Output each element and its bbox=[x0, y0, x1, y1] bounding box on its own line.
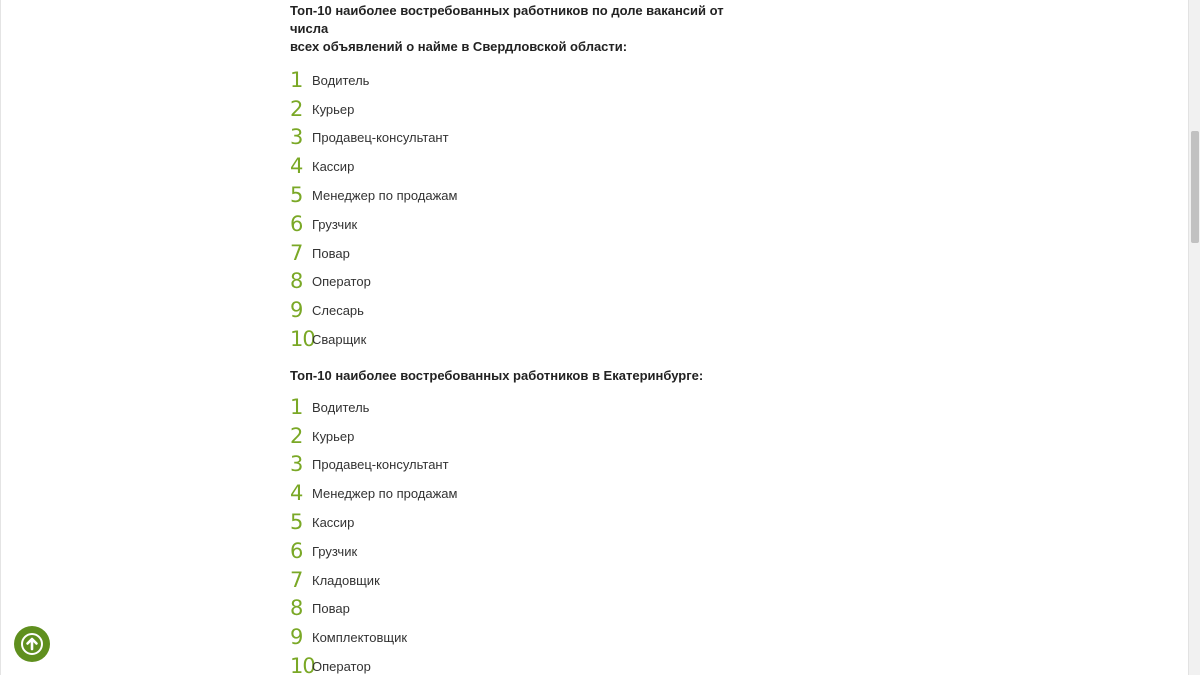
item-number: 8 bbox=[290, 596, 304, 621]
article-content bbox=[290, 0, 730, 675]
item-label: Кассир bbox=[312, 159, 355, 175]
vertical-scrollbar[interactable] bbox=[1188, 0, 1200, 675]
item-number: 10 bbox=[290, 327, 315, 352]
city-list-item bbox=[290, 393, 730, 422]
item-label: Слесарь bbox=[312, 303, 364, 319]
item-number: 3 bbox=[290, 452, 304, 477]
item-number: 6 bbox=[290, 538, 304, 563]
item-number: 1 bbox=[290, 67, 304, 92]
section-1-heading bbox=[290, 0, 730, 56]
region-list-item bbox=[290, 124, 730, 153]
item-number: 3 bbox=[290, 125, 304, 150]
item-label: Продавец-консультант bbox=[312, 130, 449, 146]
section-1-heading-line-2: всех объявлений о найме в Свердловской области: bbox=[290, 39, 628, 54]
region-list-item bbox=[290, 210, 730, 239]
city-list-item bbox=[290, 537, 730, 566]
scroll-to-top-button[interactable] bbox=[14, 626, 50, 662]
region-list-item bbox=[290, 95, 730, 124]
item-number: 10 bbox=[290, 654, 315, 675]
item-number: 9 bbox=[290, 625, 304, 650]
item-label: Менеджер по продажам bbox=[312, 486, 458, 502]
item-label: Курьер bbox=[312, 101, 355, 117]
item-label: Повар bbox=[312, 601, 350, 617]
item-label: Повар bbox=[312, 245, 350, 261]
item-label: Оператор bbox=[312, 274, 371, 290]
city-top-10-list bbox=[290, 393, 730, 675]
city-list-item bbox=[290, 422, 730, 451]
item-number: 6 bbox=[290, 211, 304, 236]
city-list-item bbox=[290, 595, 730, 624]
item-number: 5 bbox=[290, 183, 304, 208]
city-list-item bbox=[290, 623, 730, 652]
item-number: 2 bbox=[290, 423, 304, 448]
city-list-item bbox=[290, 479, 730, 508]
item-number: 8 bbox=[290, 269, 304, 294]
section-2-heading: Топ-10 наиболее востребованных работников в Екатеринбурге: bbox=[290, 367, 704, 383]
item-label: Грузчик bbox=[312, 216, 358, 232]
scrollbar-thumb[interactable] bbox=[1191, 131, 1199, 243]
item-label: Оператор bbox=[312, 659, 371, 675]
section-1-heading-line-1: Топ-10 наиболее востребованных работников по доле вакансий от числа bbox=[290, 3, 724, 36]
item-label: Сварщик bbox=[312, 332, 367, 348]
item-number: 4 bbox=[290, 154, 304, 179]
region-list-item bbox=[290, 268, 730, 297]
region-list-item bbox=[290, 296, 730, 325]
item-number: 7 bbox=[290, 567, 304, 592]
region-list-item bbox=[290, 239, 730, 268]
item-number: 7 bbox=[290, 240, 304, 265]
region-list-item bbox=[290, 152, 730, 181]
left-edge-divider bbox=[0, 0, 1, 675]
item-label: Кассир bbox=[312, 515, 355, 531]
item-label: Кладовщик bbox=[312, 572, 380, 588]
city-list-item bbox=[290, 566, 730, 595]
region-top-10-list bbox=[290, 66, 730, 354]
item-label: Водитель bbox=[312, 72, 370, 88]
item-label: Менеджер по продажам bbox=[312, 188, 458, 204]
region-list-item bbox=[290, 325, 730, 354]
city-list-item bbox=[290, 451, 730, 480]
arrow-up-icon bbox=[21, 633, 43, 655]
item-number: 1 bbox=[290, 394, 304, 419]
region-list-item bbox=[290, 181, 730, 210]
item-label: Продавец-консультант bbox=[312, 457, 449, 473]
region-list-item bbox=[290, 66, 730, 95]
item-number: 4 bbox=[290, 481, 304, 506]
item-label: Курьер bbox=[312, 428, 355, 444]
city-list-item bbox=[290, 508, 730, 537]
city-list-item bbox=[290, 652, 730, 675]
item-label: Водитель bbox=[312, 399, 370, 415]
item-label: Комплектовщик bbox=[312, 630, 408, 646]
item-number: 9 bbox=[290, 298, 304, 323]
item-label: Грузчик bbox=[312, 543, 358, 559]
item-number: 2 bbox=[290, 96, 304, 121]
item-number: 5 bbox=[290, 510, 304, 535]
